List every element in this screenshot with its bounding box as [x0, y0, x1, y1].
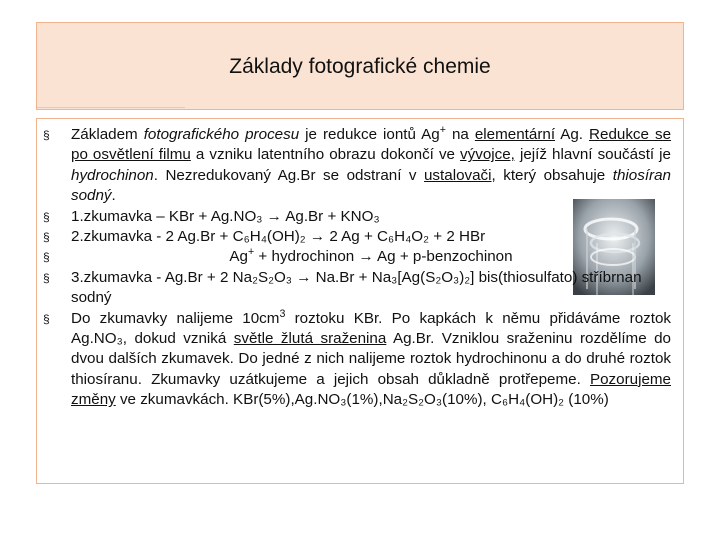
list-item	[37, 207, 683, 227]
equation-1: 1.zkumavka – KBr + Ag.NO₃ → Ag.Br + KNO₃	[71, 207, 380, 225]
list-item: § Do zkumavky nalijeme $10cm^3$ roztoku KBr. Po kapkách k němu přidáváme roztok Ag.NO₃, dokud vzniká světle žlutá sraženina Ag.Br. Vzniklou sraženinu rozdělíme do dvou dalších zkumavek. Do jedné z nich nalijeme roztok hydrochinonu a do druhé roztok thiosíranu. Zkumavky uzátkujeme a jejich obsah důkladně protřepeme. Pozorujeme změny ve zkumavkách. KBr(5%),Ag.NO₃(1%),Na₂S₂O₃(10%), C₆H₄(OH)₂ (10%)	[43, 307, 671, 409]
slide-title: Základy fotografické chemie	[229, 55, 491, 78]
list-item	[37, 227, 683, 247]
content-box	[36, 118, 684, 484]
list-item: § Základem fotografického procesu je redukce iontů Ag+ na elementární Ag. Redukce se po osvětlení filmu a vzniku latentního obrazu dokončí ve vývojce, jejíž hlavní součástí je hydrochinon. Nezredukovaný Ag.Br se odstraní v ustalovači, který obsahuje thiosíran sodný.	[43, 123, 672, 205]
equation-2: 2.zkumavka - 2 Ag.Br + C₆H₄(OH)₂ → 2 Ag + C₆H₄O₂ + 2 HBr	[71, 228, 486, 246]
title-underline	[37, 107, 185, 108]
equation-4: 3.zkumavka - Ag.Br + 2 Na₂S₂O₃ → Na.Br + Na₃[Ag(S₂O₃)₂] bis(thiosulfato) stříbrnan sodný	[71, 268, 642, 307]
bullet-marker: §	[43, 209, 50, 224]
bullet-list	[37, 125, 683, 411]
bullet-marker: §	[43, 270, 50, 285]
bullet-marker: §	[43, 128, 50, 142]
equation-3: Ag+ + hydrochinon → Ag + p-benzochinon	[229, 246, 513, 266]
bullet-marker: §	[43, 230, 50, 245]
title-box	[36, 22, 684, 110]
list-item	[37, 247, 683, 267]
list-item	[37, 268, 683, 309]
bullet-marker: §	[43, 311, 50, 326]
bullet-marker: §	[43, 250, 50, 265]
